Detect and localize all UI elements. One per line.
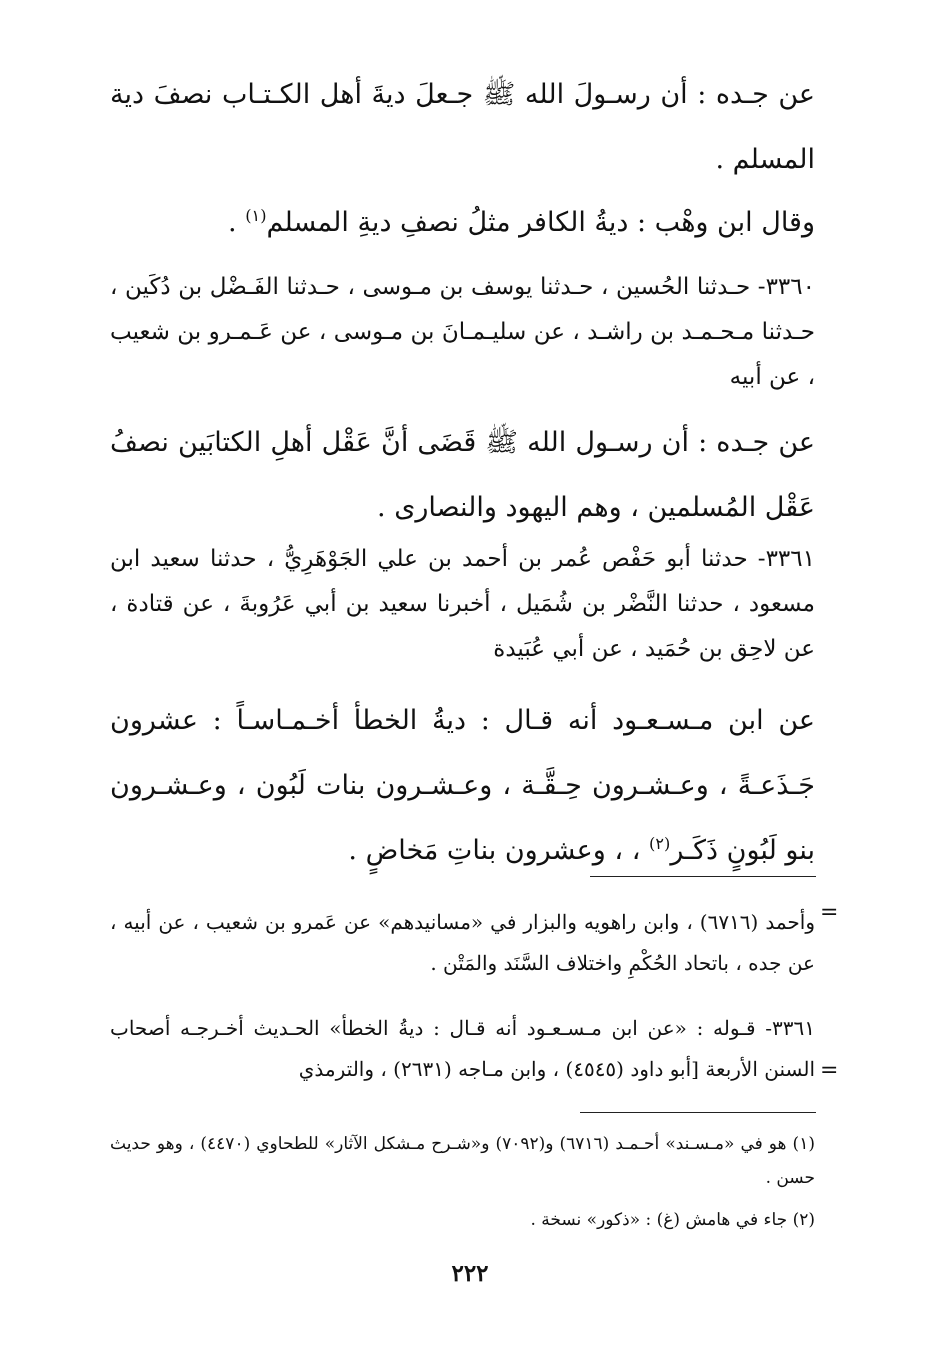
footnote-2: (٢) جاء في هامش (غ) : «ذكور» نسخة . (530, 1210, 815, 1230)
page-number: ٢٢٢ (451, 1260, 489, 1287)
sentence-end-1: . (228, 207, 246, 238)
commentary-3361: ٣٣٦١- قـوله : «عن ابن مـسـعـود أنه قـال : ديةُ الخطأ» الحـديث أخـرجـه أصحاب السنن الأربعة [أبو داود (٤٥٤٥) ، وابن مـاجه (٢٦٣١) ، والترمذي (110, 1016, 815, 1081)
divider-commentary (590, 876, 816, 877)
divider-footnotes (580, 1112, 816, 1113)
hadith-text-3360: عن جـده : أن رسـول الله ﷺ قَضَى أنَّ عَقْل أهلِ الكتابَين نصفُ عَقْل المُسلمين ، وهم اليهود والنصارى . (110, 427, 815, 523)
hadith-3361-text: عن ابن مـسـعـود أنه قـال : ديةُ الخطأ أخـمـاسـاً : عشرون جَـذَعـةً ، وعـشـرون حِـقَّـة ، وعـشـرون بنات لَبُون ، وعـشـرون بنو لَبُونٍ ذَكَـر (110, 705, 815, 866)
commentary-continued: وأحمد (٦٧١٦) ، وابن راهويه والبزار في «مسانيدهم» عن عَمرو بن شعيب ، عن أبيه ، عن جده ، باتحاد الحُكْمِ واختلاف السَّنَد والمَتْن . (110, 910, 815, 975)
isnad-3360: ٣٣٦٠- حـدثنا الحُسين ، حـدثنا يوسف بن مـوسى ، حـدثنا الفَـضْل بن دُكَين ، حـدثنا مـحـمـد بن راشـد ، عن سليـمـانَ بن مـوسى ، عن عَـمـرو بن شعيب ، عن أبيه (110, 274, 815, 390)
hadith-text-1: عن جـده : أن رسـولَ الله ﷺ جـعلَ ديةَ أهل الكـتـاب نصفَ دية المسلم . (110, 79, 815, 175)
ibn-wahb-statement (110, 190, 815, 255)
hadith-text-3361 (110, 688, 815, 883)
hadith-3361-ending: ، وعشرون بناتِ مَخاضٍ . (348, 835, 624, 866)
footnote-ref-2: (٢) (649, 834, 671, 853)
isnad-3361: ٣٣٦١- حدثنا أبو حَفْص عُمر بن أحمد بن علي الجَوْهَرِيُّ ، حدثنا سعيد ابن مسعود ، حدثنا النَّضْر بن شُمَيل ، أخبرنا سعيد بن أبي عَرُوبةَ ، عن قتادة ، عن لاحِق بن حُمَيد ، عن أبي عُبَيدة (110, 546, 815, 662)
hadith-3361-comma: ، (631, 835, 650, 866)
continuation-mark-start: = (820, 900, 839, 925)
footnote-1: (١) هو في «مـسـند» أحـمـد (٦٧١٦) و(٧٠٩٢) و«شـرح مـشكل الآثار» للطحاوي (٤٤٧٠) ، وهو حديث حسن . (110, 1134, 815, 1188)
footnote-ref-1: (١) (245, 206, 267, 225)
ibn-wahb-text: وقال ابن وهْب : ديةُ الكافر مثلُ نصفِ ديةِ المسلم (266, 207, 815, 238)
continuation-mark-end: = (820, 1058, 839, 1083)
